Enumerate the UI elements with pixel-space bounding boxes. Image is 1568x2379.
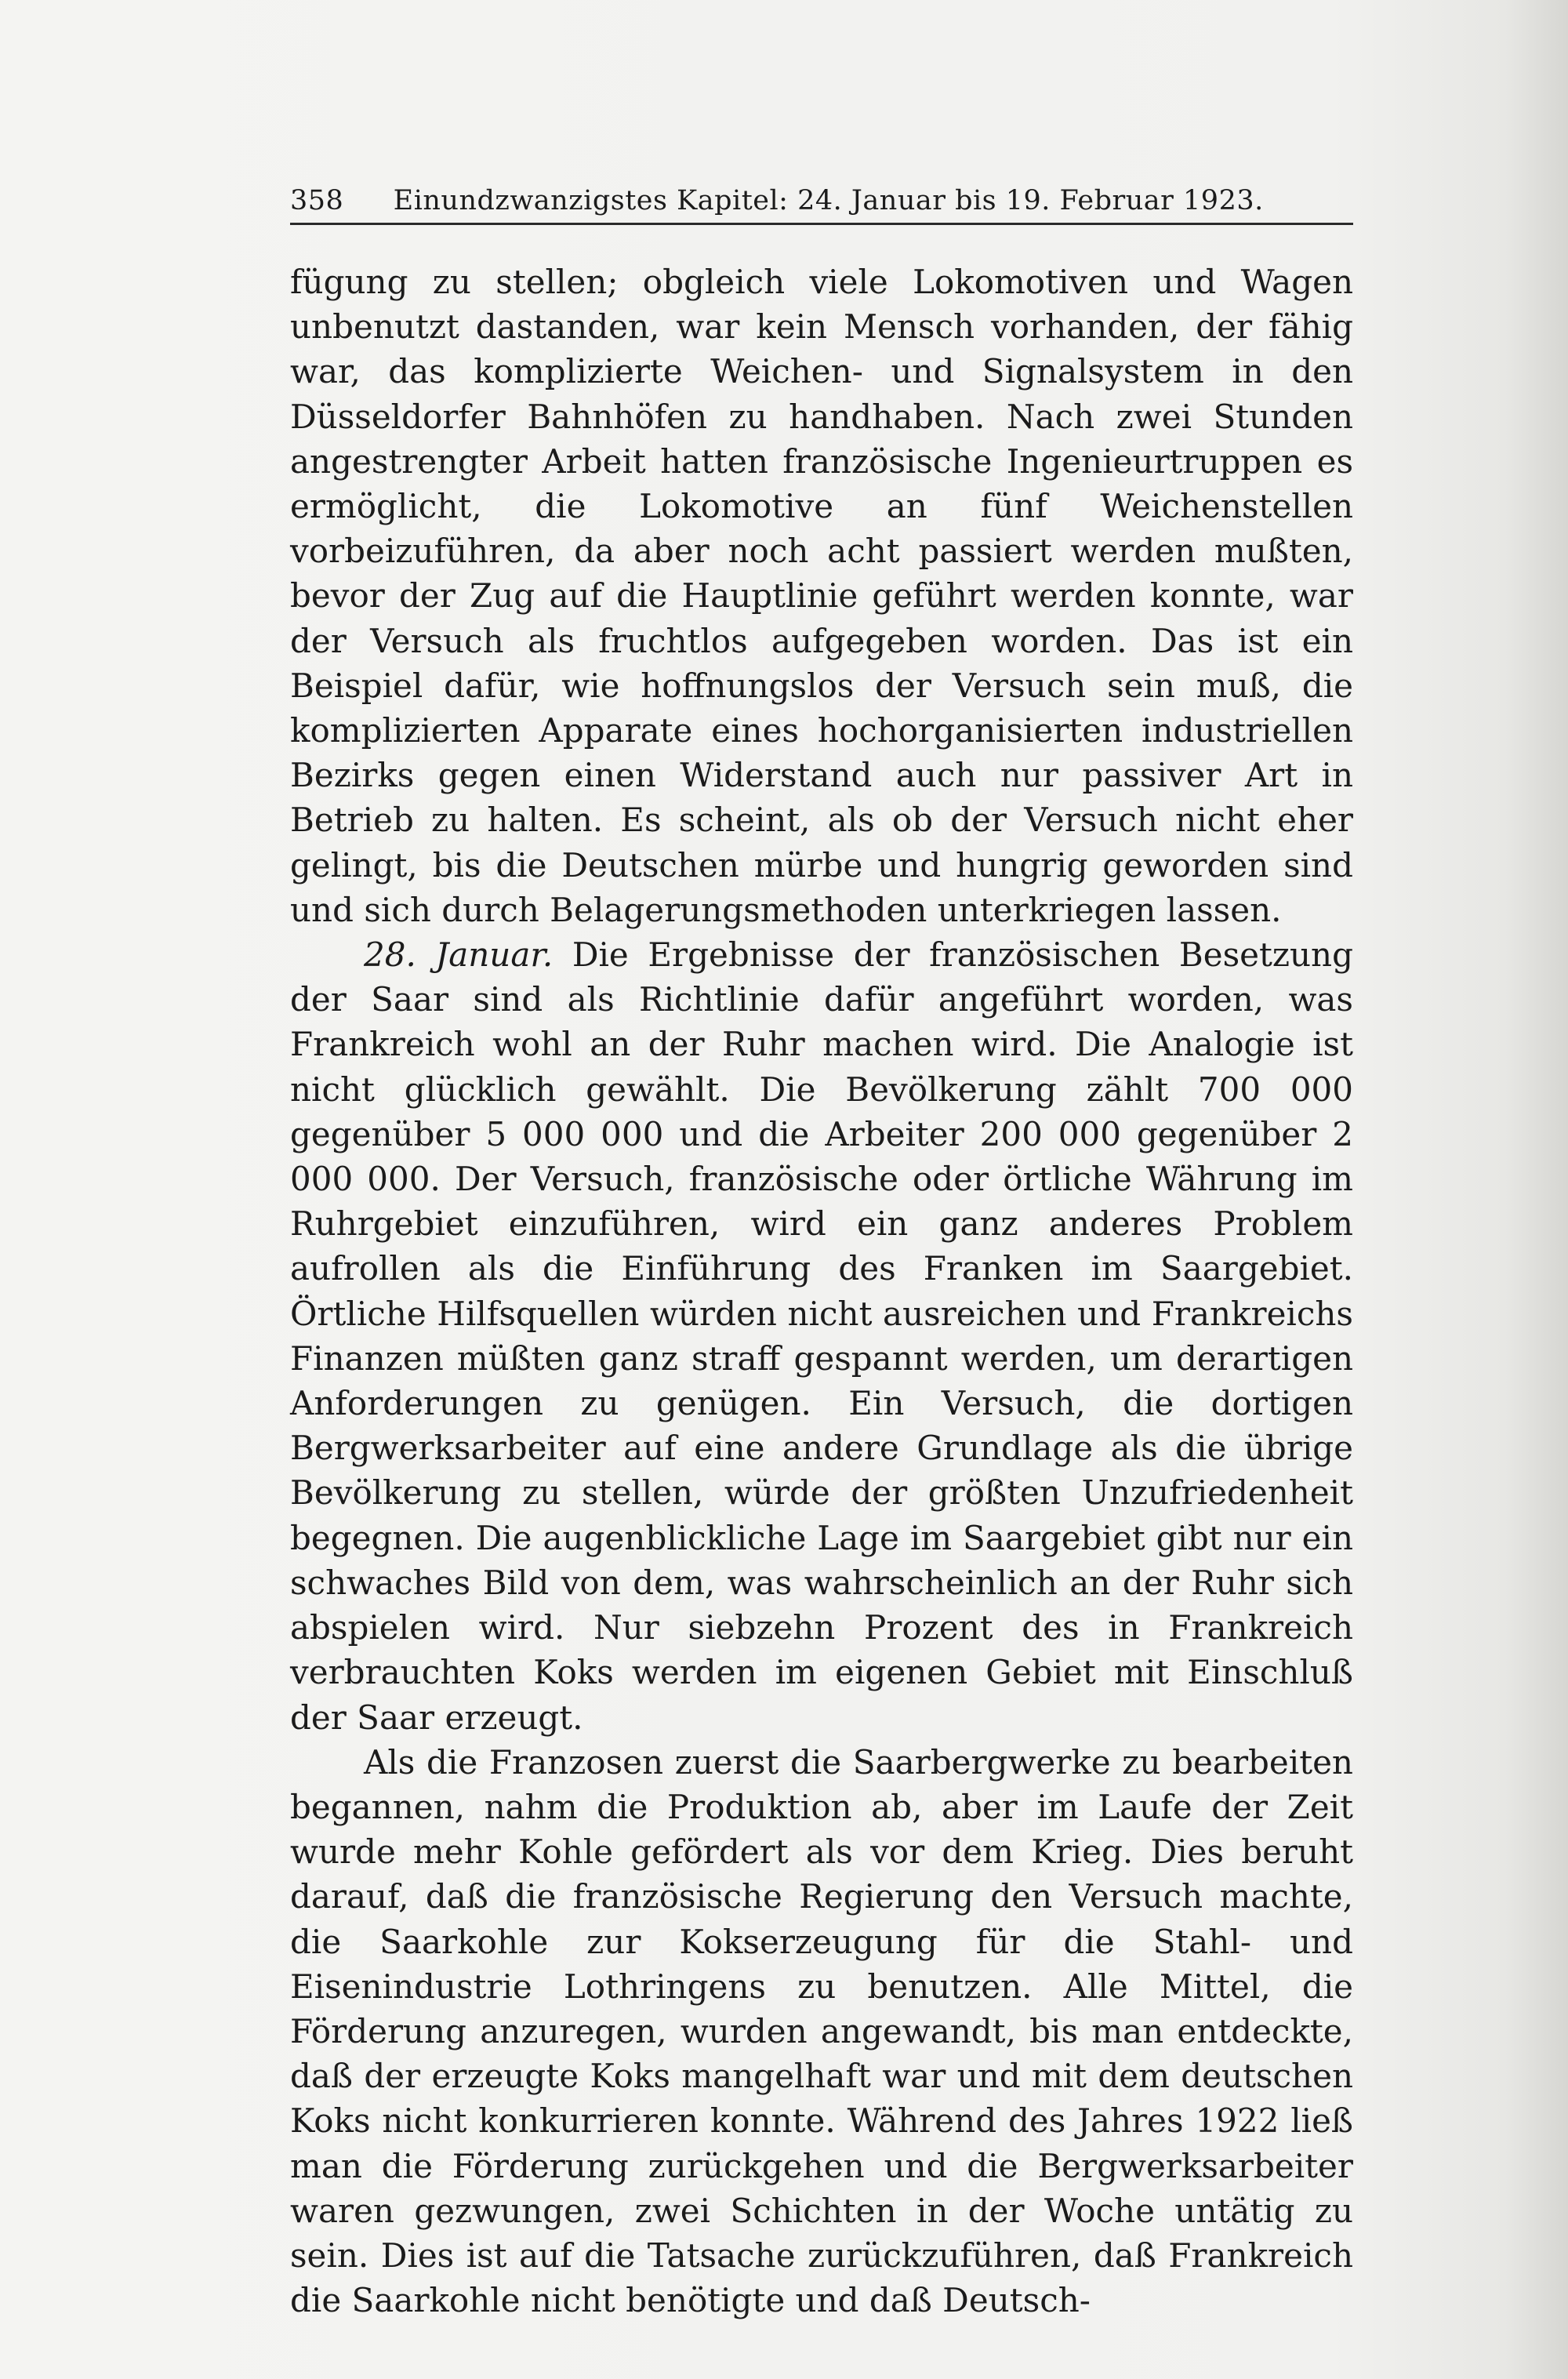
body-text xyxy=(290,260,1353,2323)
paragraph-saar-coal: Als die Franzosen zuerst die Saarbergwerke zu bearbeiten begannen, nahm die Produktion ab, aber im Laufe der Zeit wurde mehr Kohle gefördert als vor dem Krieg. Dies beruht darauf, daß die französische Regierung den Versuch machte, die Saarkohle zur Kokserzeugung für die Stahl- und Eisenindustrie Lothringens zu benutzen. Alle Mittel, die Förderung anzuregen, wurden angewandt, bis man entdeckte, daß der erzeugte Koks mangelhaft war und mit dem deutschen Koks nicht konkurrieren konnte. Während des Jahres 1922 ließ man die Förderung zurückgehen und die Bergwerksarbeiter waren gezwungen, zwei Schichten in der Woche untätig zu sein. Dies ist auf die Tatsache zurückzuführen, daß Frankreich die Saarkohle nicht benötigte und daß Deutsch- xyxy=(290,1742,1353,2320)
paragraph-dated-entry xyxy=(290,932,1353,1740)
paragraph-text: Die Ergebnisse der französischen Besetzung der Saar sind als Richtlinie dafür angeführt worden, was Frankreich wohl an der Ruhr machen wird. Die Analogie ist nicht glücklich gewählt. Die Bevölkerung zählt 700 000 gegenüber 5 000 000 und die Arbeiter 200 000 gegenüber 2 000 000. Der Versuch, französische oder örtliche Währung im Ruhrgebiet einzuführen, wird ein ganz anderes Problem aufrollen als die Einführung des Franken im Saargebiet. Örtliche Hilfsquellen würden nicht ausreichen und Frankreichs Finanzen müßten ganz straff gespannt werden, um derartigen Anforderungen zu genügen. Ein Versuch, die dortigen Bergwerksarbeiter auf eine andere Grundlage als die übrige Bevölkerung zu stellen, würde der größten Unzufriedenheit begegnen. Die augenblickliche Lage im Saargebiet gibt nur ein schwaches Bild von dem, was wahrscheinlich an der Ruhr sich abspielen wird. Nur siebzehn Prozent des in Frankreich verbrauchten Koks werden im eigenen Gebiet mit Einschluß der Saar erzeugt. xyxy=(290,935,1353,1737)
running-title: Einundzwanzigstes Kapitel: 24. Januar bis 19. Februar 1923. xyxy=(393,185,1264,216)
paragraph-continuation: fügung zu stellen; obgleich viele Lokomotiven und Wagen unbenutzt dastanden, war kein Mensch vorhanden, der fähig war, das komplizierte Weichen- und Signalsystem in den Düsseldorfer Bahnhöfen zu handhaben. Nach zwei Stunden angestrengter Arbeit hatten französische Ingenieurtruppen es ermöglicht, die Lokomotive an fünf Weichenstellen vorbeizuführen, da aber noch acht passiert werden mußten, bevor der Zug auf die Hauptlinie geführt werden konnte, war der Versuch als fruchtlos aufgegeben worden. Das ist ein Beispiel dafür, wie hoffnungslos der Versuch sein muß, die komplizierten Apparate eines hochorganisierten industriellen Bezirks gegen einen Widerstand auch nur passiver Art in Betrieb zu halten. Es scheint, als ob der Versuch nicht eher gelingt, bis die Deutschen mürbe und hungrig geworden sind und sich durch Belagerungsmethoden unterkriegen lassen. xyxy=(290,263,1353,929)
page-number: 358 xyxy=(290,185,344,216)
running-header xyxy=(290,182,1353,225)
entry-date: 28. Januar. xyxy=(364,935,554,975)
